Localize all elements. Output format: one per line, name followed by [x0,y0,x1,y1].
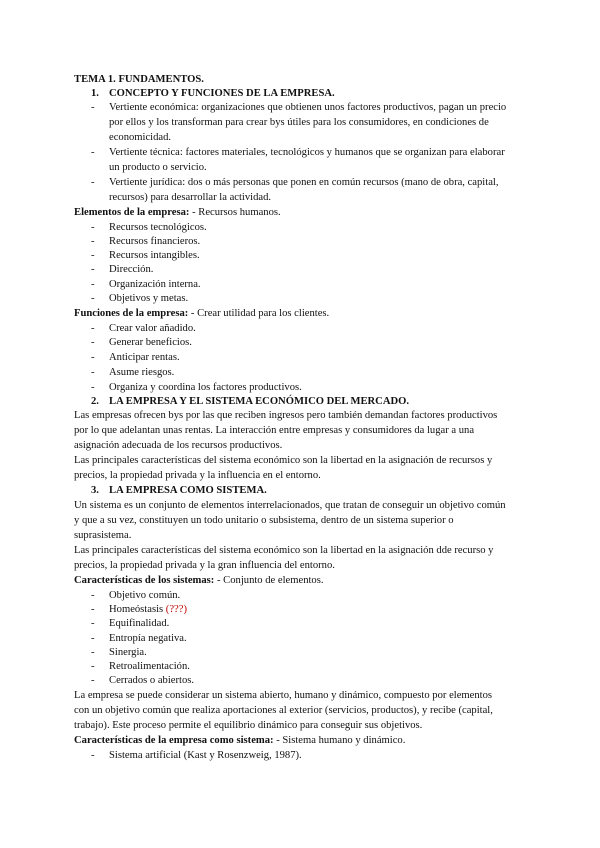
list-item: Crear valor añadido. [109,323,196,334]
list-item: Entropía negativa. [109,633,187,644]
list-item [109,603,187,617]
section-3-heading: LA EMPRESA COMO SISTEMA. [109,485,267,496]
paragraph-line: Las principales características del sistema económico son la libertad en la asignación dde recurso y [74,545,494,556]
list-item: Sistema artificial (Kast y Rosenzweig, 1987). [109,750,302,761]
question-note: (???) [163,604,187,615]
section-1-number: 1. [91,88,99,99]
caracteristicas-line [74,574,324,588]
list-item-cont: economicidad. [109,132,172,143]
list-item: Recursos financieros. [109,236,201,247]
bullet-dash: - [91,102,95,113]
list-item: Dirección. [109,264,154,275]
list-item-cont: un producto o servicio. [109,162,207,173]
section-2-number: 2. [91,396,99,407]
list-item: Asume riesgos. [109,367,175,378]
paragraph-line: La empresa se puede considerar un sistema abierto, humano y dinámico, compuesto por elementos [74,690,493,701]
list-item: Anticipar rentas. [109,352,180,363]
bullet-dash: - [91,590,95,601]
paragraph-line: con un objetivo común que realiza aportaciones al exterior (servicios, productos), y recibe (capital, [74,705,493,716]
paragraph-line: y que a su vez, constituyen un todo unitario o subsistema, dentro de un sistema superior o [74,515,454,526]
paragraph-line: precios, la propiedad privada y la gran influencia del entorno. [74,560,335,571]
list-item: Organiza y coordina los factores productivos. [109,382,302,393]
list-item: Vertiente económica: organizaciones que obtienen unos factores productivos, pagan un precio [109,102,507,113]
paragraph-line: trabajo). Este proceso permite el equilibrio dinámico para conseguir sus objetivos. [74,720,423,731]
bullet-dash: - [91,279,95,290]
funciones-line [74,307,329,321]
list-item: Sinergia. [109,647,147,658]
caract-empresa-label: Características de la empresa como sistema: [74,735,274,746]
list-item: Generar beneficios. [109,337,192,348]
bullet-dash: - [91,352,95,363]
elementos-first: - Recursos humanos. [189,207,281,218]
section-1-heading: CONCEPTO Y FUNCIONES DE LA EMPRESA. [109,88,335,99]
bullet-dash: - [91,236,95,247]
list-item: Recursos tecnológicos. [109,222,207,233]
bullet-dash: - [91,323,95,334]
bullet-dash: - [91,177,95,188]
bullet-dash: - [91,250,95,261]
caract-empresa-line [74,734,405,748]
elementos-line [74,206,281,220]
list-item: Equifinalidad. [109,618,170,629]
bullet-dash: - [91,661,95,672]
section-2-heading: LA EMPRESA Y EL SISTEMA ECONÓMICO DEL MERCADO. [109,396,410,407]
bullet-dash: - [91,147,95,158]
doc-title: TEMA 1. FUNDAMENTOS. [74,74,204,85]
list-item: Cerrados o abiertos. [109,675,195,686]
list-item-cont: recursos) para desarrollar la actividad. [109,192,272,203]
section-3-number: 3. [91,485,99,496]
list-item: Objetivos y metas. [109,293,189,304]
bullet-dash: - [91,618,95,629]
list-item-cont: por ellos y los transforman para crear bys útiles para los consumidores, en condiciones de [109,117,489,128]
paragraph-line: Las empresas ofrecen bys por las que reciben ingresos pero también demandan factores productivos [74,410,498,421]
bullet-dash: - [91,675,95,686]
caract-empresa-first: - Sistema humano y dinámico. [273,735,406,746]
funciones-label: Funciones de la empresa: [74,308,189,319]
bullet-dash: - [91,264,95,275]
list-item: Recursos intangibles. [109,250,200,261]
list-item: Retroalimentación. [109,661,190,672]
caracteristicas-first: - Conjunto de elementos. [214,575,324,586]
paragraph-line: precios, la propiedad privada y la influencia en el entorno. [74,470,321,481]
funciones-first: - Crear utilidad para los clientes. [188,308,330,319]
elementos-label: Elementos de la empresa: [74,207,190,218]
bullet-dash: - [91,293,95,304]
list-item: Objetivo común. [109,590,181,601]
bullet-dash: - [91,750,95,761]
bullet-dash: - [91,382,95,393]
bullet-dash: - [91,604,95,615]
list-item: Vertiente técnica: factores materiales, tecnológicos y humanos que se organizan para elaborar [109,147,505,158]
paragraph-line: suprasistema. [74,530,132,541]
bullet-dash: - [91,367,95,378]
bullet-dash: - [91,222,95,233]
homeostasis-text: Homeóstasis [109,604,164,615]
bullet-dash: - [91,633,95,644]
paragraph-line: por lo que adelantan unas rentas. La interacción entre empresas y consumidores da lugar a una [74,425,475,436]
paragraph-line: Un sistema es un conjunto de elementos interrelacionados, que tratan de conseguir un objetivo común [74,500,506,511]
bullet-dash: - [91,337,95,348]
caracteristicas-label: Características de los sistemas: [74,575,215,586]
list-item: Organización interna. [109,279,201,290]
list-item: Vertiente jurídica: dos o más personas que ponen en común recursos (mano de obra, capital, [109,177,499,188]
bullet-dash: - [91,647,95,658]
paragraph-line: Las principales características del sistema económico son la libertad en la asignación de recursos y [74,455,493,466]
paragraph-line: asignación adecuada de los recursos productivos. [74,440,283,451]
